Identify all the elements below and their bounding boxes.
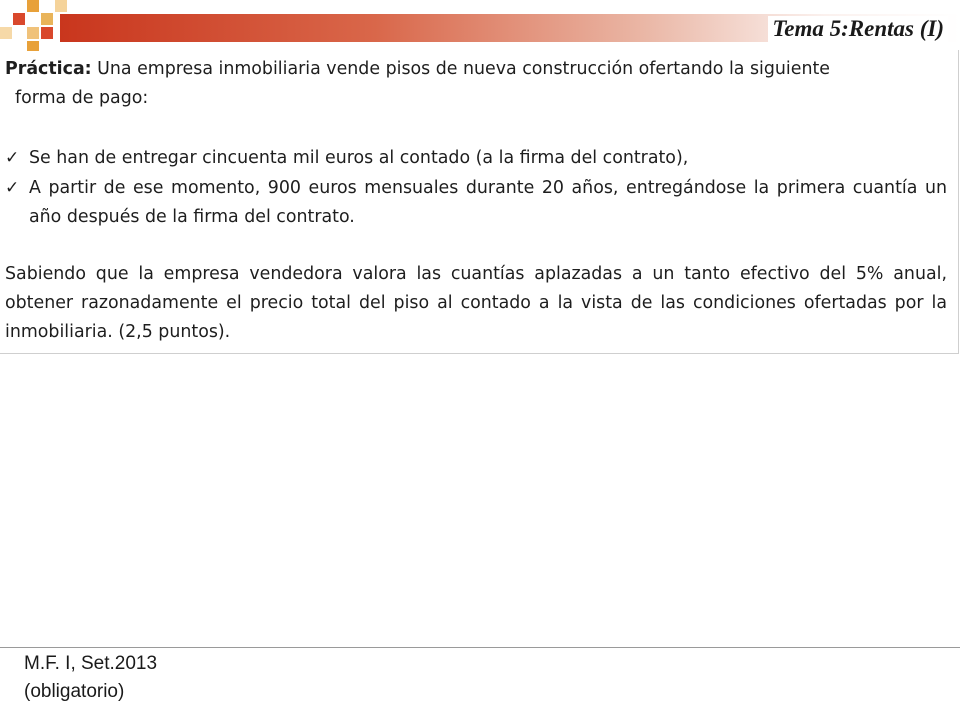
final-paragraph <box>5 260 947 347</box>
decor-square <box>13 13 25 25</box>
footer <box>24 650 157 706</box>
bullet-text: Se han de entregar cincuenta mil euros al contado (a la firma del contrato), <box>29 148 689 168</box>
exercise-box <box>0 50 959 354</box>
decor-square <box>27 27 39 39</box>
intro-paragraph <box>5 55 947 113</box>
decor-square <box>0 27 12 39</box>
footer-line1: M.F. I, Set.2013 <box>24 653 158 674</box>
points-text: (2,5 puntos). <box>118 322 231 342</box>
footer-divider <box>0 647 960 648</box>
checkmark-icon: ✓ <box>5 178 20 198</box>
intro-text-cont: forma de pago: <box>15 88 149 108</box>
decor-square <box>41 13 53 25</box>
decor-square <box>41 27 53 39</box>
slide-title: Tema 5:Rentas (I) <box>768 16 948 42</box>
practice-label: Práctica: <box>5 59 92 79</box>
decor-square <box>55 0 67 12</box>
bullet-item <box>5 174 947 232</box>
bullet-text: A partir de ese momento, 900 euros mensuales durante 20 años, entregándose la primera cuantía un año después de la firma del contrato. <box>29 178 947 227</box>
footer-line2: (obligatorio) <box>24 681 125 702</box>
checkmark-icon: ✓ <box>5 148 20 168</box>
decor-square <box>27 0 39 12</box>
intro-text: Una empresa inmobiliaria vende pisos de nueva construcción ofertando la siguiente <box>97 59 830 79</box>
final-text: Sabiendo que la empresa vendedora valora las cuantías aplazadas a un tanto efectivo del 5% anual, obtener razonadamente el precio total del piso al contado a la vista de las condiciones ofertadas por la inmobiliaria. <box>5 264 947 342</box>
bullet-item <box>5 144 947 173</box>
